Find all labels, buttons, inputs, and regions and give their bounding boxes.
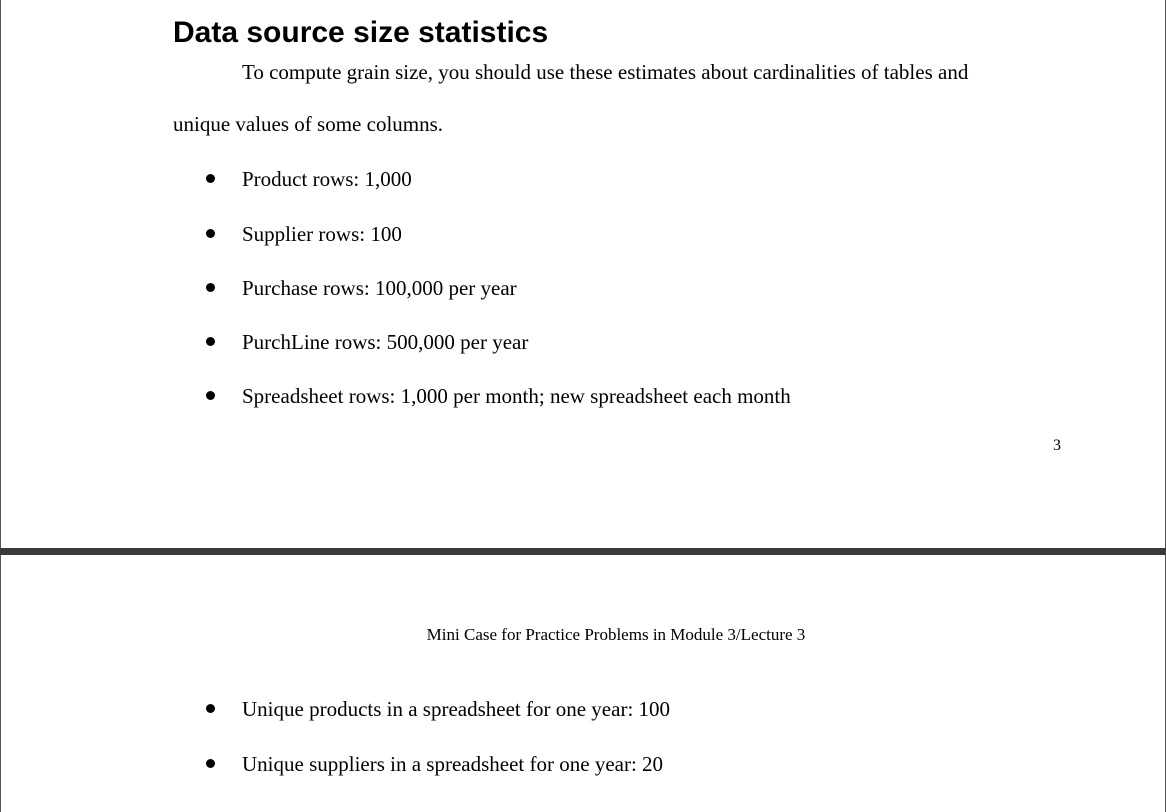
bullet-icon bbox=[206, 759, 215, 768]
running-header: Mini Case for Practice Problems in Module 3/Lecture 3 bbox=[426, 625, 806, 644]
list-item-text: Purchase rows: 100,000 per year bbox=[242, 276, 517, 300]
bullet-icon bbox=[206, 704, 215, 713]
bullet-icon bbox=[206, 229, 215, 238]
intro-paragraph-line-2: unique values of some columns. bbox=[173, 112, 444, 136]
bullet-icon bbox=[206, 391, 215, 400]
list-item-text: Spreadsheet rows: 1,000 per month; new spreadsheet each month bbox=[242, 384, 791, 408]
list-item-text: Unique suppliers in a spreadsheet for one year: 20 bbox=[242, 752, 664, 776]
intro-paragraph-line-1: To compute grain size, you should use these estimates about cardinalities of tables and bbox=[242, 60, 969, 84]
bullet-icon bbox=[206, 337, 215, 346]
section-heading: Data source size statistics bbox=[173, 16, 549, 49]
list-item-text: PurchLine rows: 500,000 per year bbox=[242, 330, 529, 354]
document-page-4 bbox=[0, 555, 1166, 812]
page-number: 3 bbox=[1053, 437, 1061, 454]
list-item-text: Supplier rows: 100 bbox=[242, 222, 402, 246]
page-separator bbox=[0, 548, 1166, 555]
bullet-icon bbox=[206, 283, 215, 292]
bullet-icon bbox=[206, 174, 215, 183]
list-item-text: Unique products in a spreadsheet for one year: 100 bbox=[242, 697, 671, 721]
list-item-text: Product rows: 1,000 bbox=[242, 167, 412, 191]
